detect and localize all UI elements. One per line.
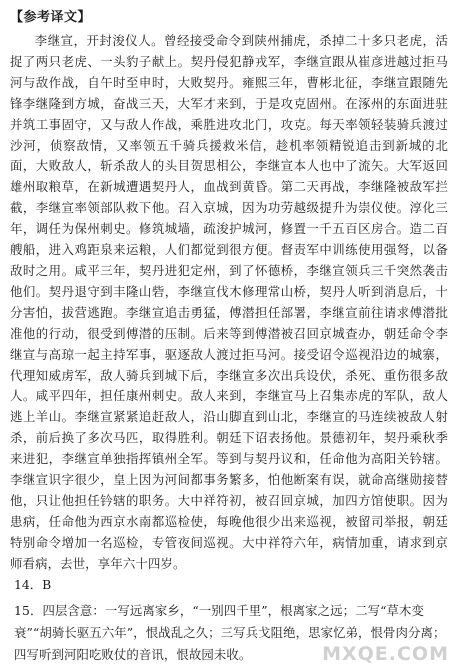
section-heading: 【参考译文】 [10,10,92,25]
answer-15-text: 15．四层含意：一写远离家乡，“一别四千里”，根离家之远；二写“草木变衰”“胡骑长驱五六年”，恨战乱之久；三写兵戈阻绝，思家忆弟，恨骨肉分离；四写听到河阳吃败仗的音讯，恨故园未收。 [14,603,446,662]
watermark: MXQE.COM [322,643,449,665]
answer-14: 14．B [14,577,52,592]
translation-paragraph: 李继宣，开封浚仪人。曾经接受命令到陕州捕虎，杀掉二十多只老虎，活捉了两只老虎、一头豹子献上。契丹侵犯静戎军，李继宣跟从崔彦进越过拒马河与敌作战，自午时至申时，大败契丹。雍熙三年，曹彬北征，李继宣跟随先锋李继隆到方城，奋战三天，大军才来到，于是攻克固州。在涿州的东面进驻并筑工事固守，又与敌人作战，乘胜进攻北门，攻克。每天率领轻装骑兵渡过沙河，侦察敌情，又率领五千骑兵援救米信，趁机率领精锐追击到新城的北面，大败敌人，斩杀敌人的头目贺思相公，李继宣本人也中了流矢。大军返回雄州取粮草，在新城遭遇契丹人，血战到黄昏。第二天再战，李继隆被敌军拦截，李继宣率领部队救下他。召入京城，因为功劳越级提升为崇仪使。淳化三年，调任为保州刺史。修筑城墙，疏浚护城河，修置一千五百区房合。造二百艘船，进入鸡距泉来运粮，人们都觉到很方便。督责军中训练使用强弩，以备敌时之用。咸平三年，契丹进犯定州，到了怀德桥，李继宣领兵三千突然袭击他们。契丹退守到丰隆山砦，李继宣伐木修理常山桥，契丹人听到消息后，十分害怕，拔营逃跑。李继宣追击勇猛，傅潜担任部署，李继宣前往请求傅潜批准他的行动，很受到傅潜的压制。后来等到傅潜被召回京城查办，朝廷命令李继宣与高琼一起主持军事，驱逐敌人渡过拒马河。接受诏令巡视沿边的城寨，代理知威虏军，敌人骑兵到城下后，李继宣多次出兵设伏，杀死、重伤很多敌人。咸平四年，担任康州刺史。敌人来到，李继宣马上召集赤虎的军队，敌人逃上羊山。李继宣紧紧追赶敌人，沿山脚直到山北，李继宣的马连续被敌人射杀，前后换了多次马匹，取得胜利。朝廷下诏表扬他。景德初年，契丹乘秋季来进犯，李继宣单独指挥镇州全军。等到与契丹议和，任命他为高阳关钤辖。李继宣识字很少，皇上因为河间都事务繁多，怕他断案有误，就命高继勋接替他，只让他担任钤辖的职务。大中祥符初，被召回京城，加四方馆使职。因为患病，任命他为西京水南都巡检使，每晚他很少出来巡视，被留司举报，朝廷特别命令增加一名巡检，专管夜间巡视。大中祥符六年，病情加重，请求到京师看病，去世，享年六十四岁。 [10,33,448,571]
translation-passage [10,31,448,575]
